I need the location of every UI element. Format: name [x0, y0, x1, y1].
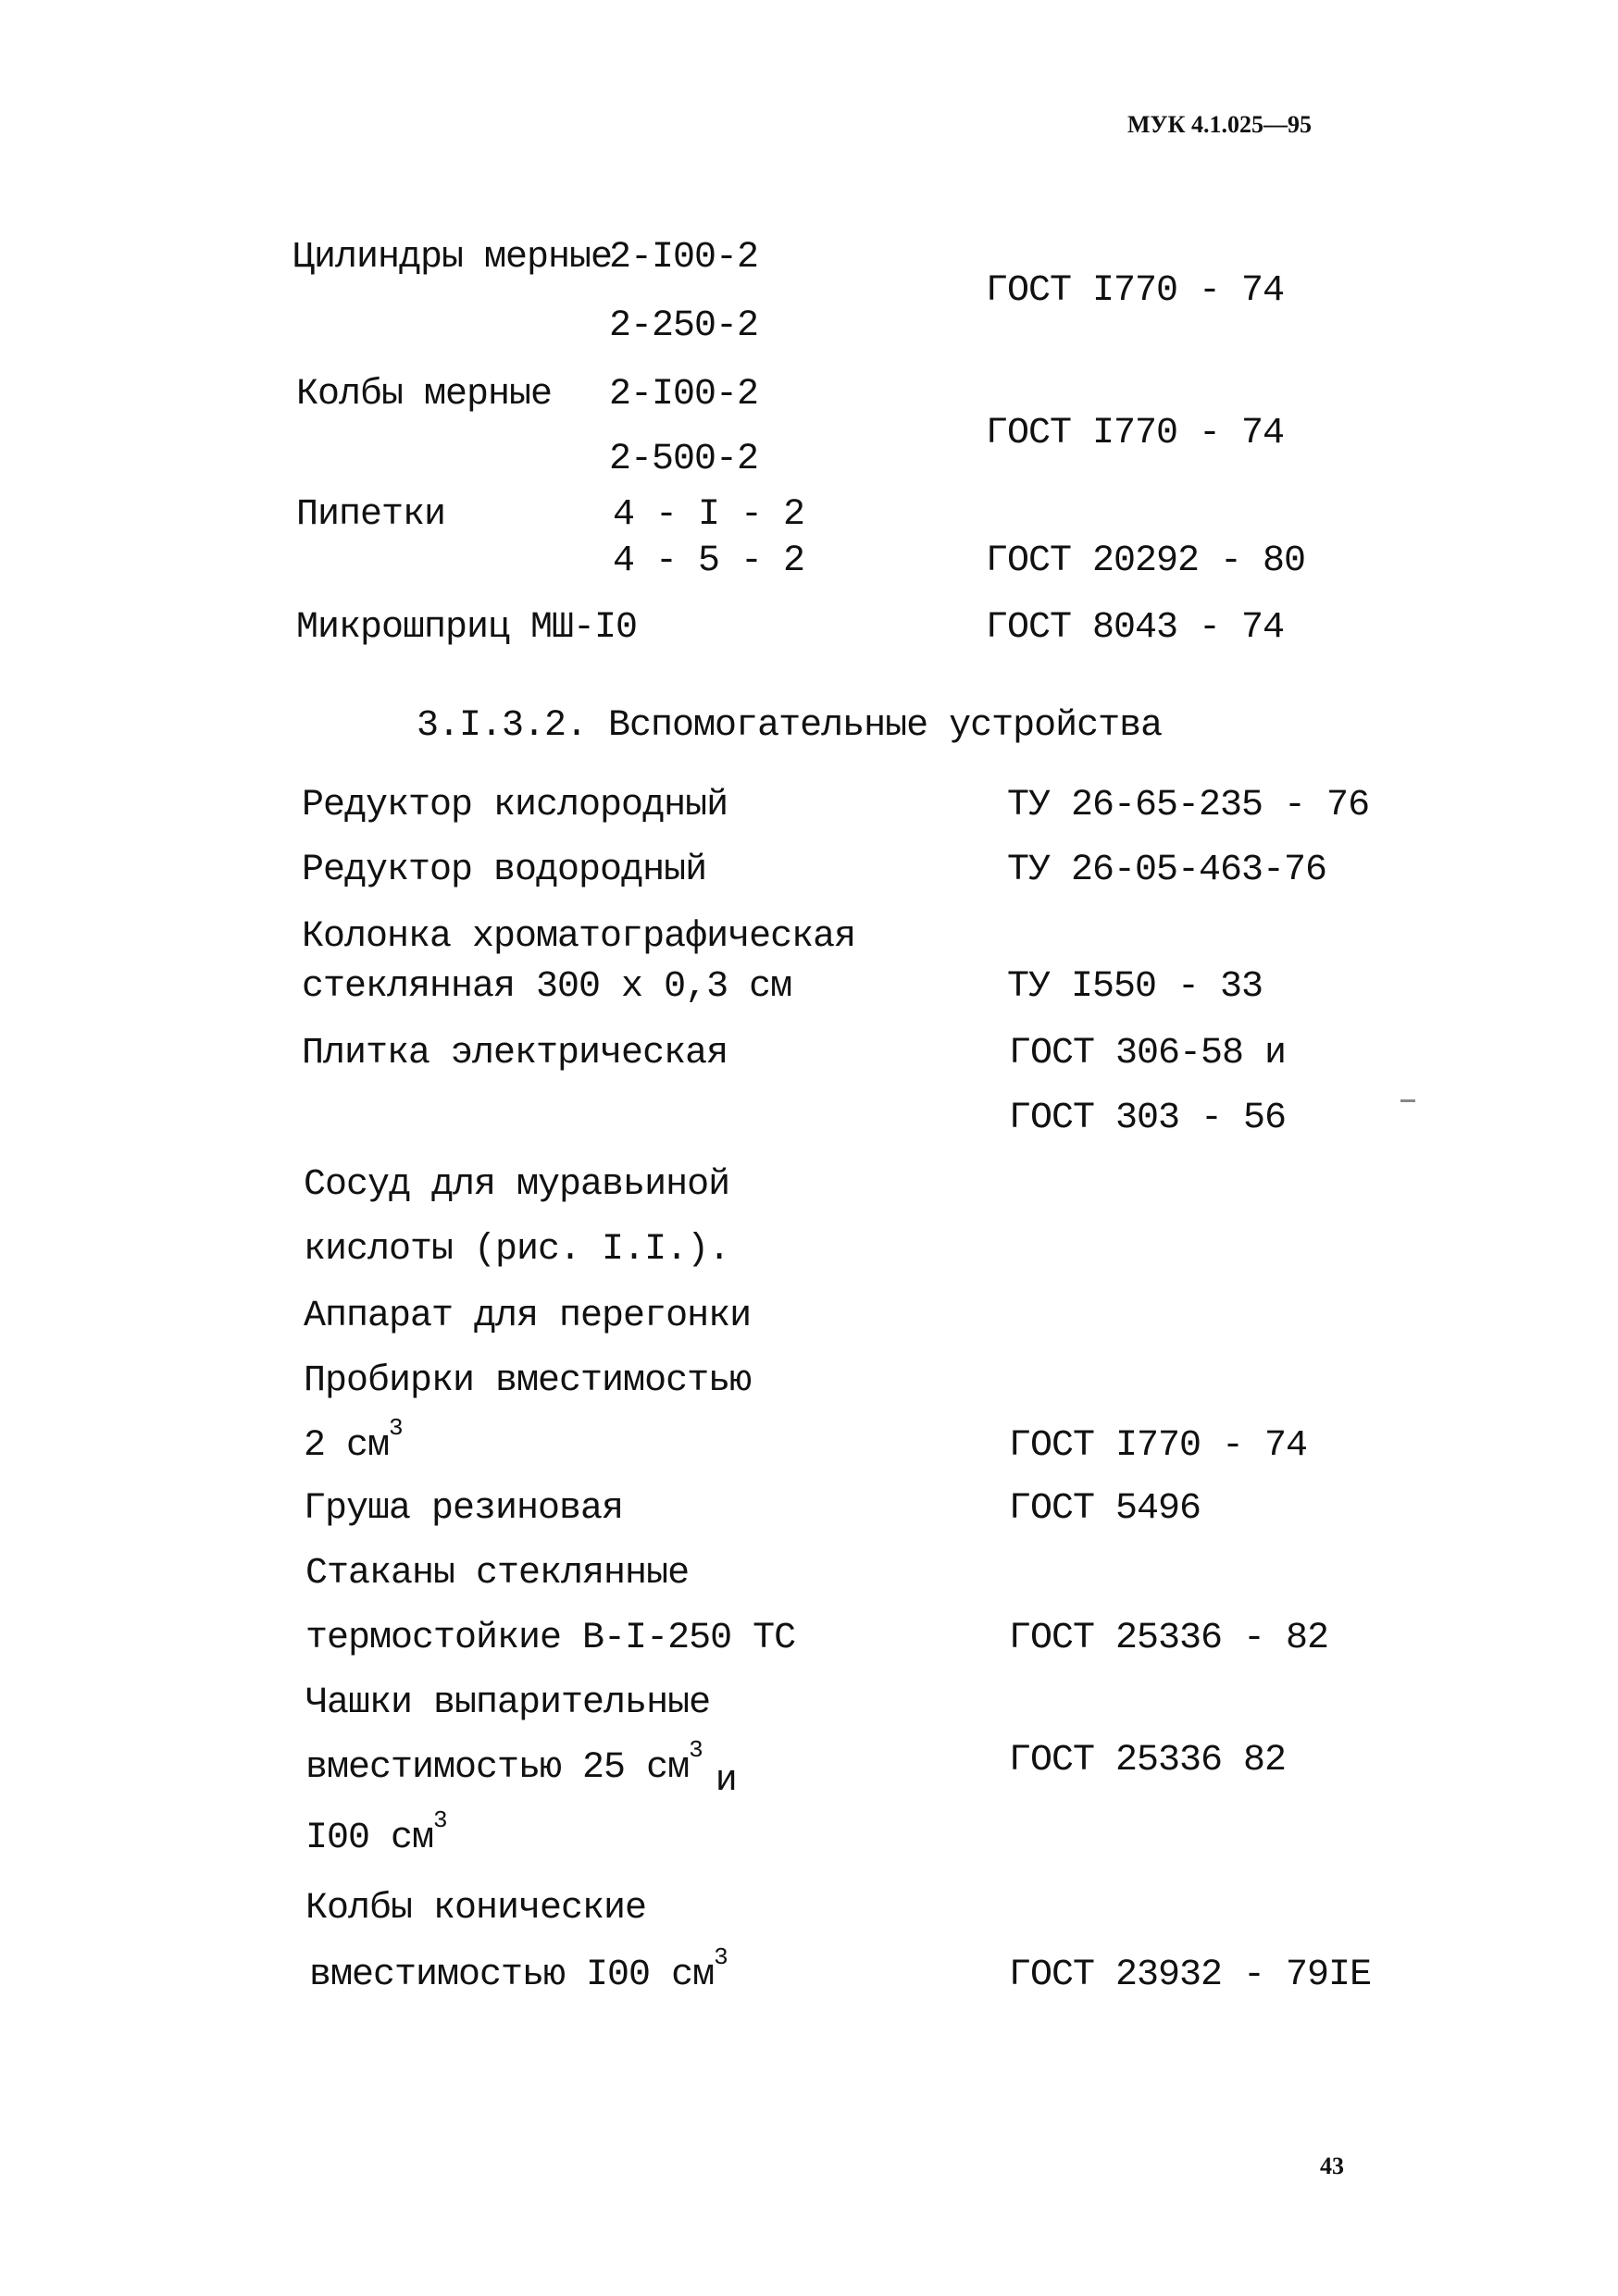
device-standard: ГОСТ 25336 82 [1009, 1740, 1287, 1781]
item-standard: ГОСТ I770 - 74 [986, 270, 1285, 312]
page-number: 43 [1320, 2153, 1344, 2179]
item-name: Цилиндры мерные [292, 237, 613, 279]
device-name: Стаканы стеклянные [305, 1553, 690, 1595]
device-name: I00 $см^3$ [305, 1806, 447, 1859]
device-standard: ГОСТ 306-58 и [1009, 1033, 1287, 1074]
superscript: 3 [433, 1806, 447, 1834]
device-name: Сосуд для муравьиной [304, 1164, 730, 1206]
superscript: 3 [389, 1414, 403, 1442]
device-name: вместимостью 25 $см^3и$ [305, 1736, 737, 1802]
document-code: МУК 4.1.025—95 [1127, 111, 1312, 138]
item-code: 2-I00-2 [609, 237, 759, 279]
item-code: 2-500-2 [609, 439, 759, 480]
device-standard: ГОСТ 303 - 56 [1009, 1098, 1287, 1139]
item-standard: ГОСТ 20292 - 80 [986, 540, 1306, 582]
device-name: 2 $см^3$ [304, 1414, 403, 1467]
device-standard: ГОСТ 23932 - 79IE [1009, 1955, 1372, 1996]
device-standard: ТУ 26-05-463-76 [1007, 850, 1327, 891]
item-standard: ГОСТ 8043 - 74 [986, 607, 1285, 649]
item-standard: ГОСТ I770 - 74 [986, 413, 1285, 454]
device-standard: ТУ I550 - 33 [1007, 966, 1263, 1008]
item-name: Микрошприц МШ-I0 [296, 607, 638, 649]
device-name: Груша резиновая [304, 1488, 624, 1530]
item-code: 2-I00-2 [609, 374, 759, 416]
device-name: Чашки выпарительные [305, 1682, 711, 1724]
device-name: Плитка электрическая [302, 1033, 728, 1074]
superscript: 3 [714, 1943, 728, 1971]
section-heading: 3.I.3.2. Вспомогательные устройства [417, 705, 1163, 747]
device-standard: ТУ 26-65-235 - 76 [1007, 785, 1370, 826]
item-code: 4 - I - 2 [613, 494, 805, 536]
item-name: Колбы мерные [296, 374, 553, 416]
device-name: Колбы конические [305, 1888, 647, 1930]
superscript: 3 [689, 1736, 703, 1764]
item-code: 4 - 5 - 2 [613, 540, 805, 582]
device-name: стеклянная 300 х 0,3 см [302, 966, 792, 1008]
device-name: Аппарат для перегонки [304, 1296, 752, 1337]
device-name: Редуктор кислородный [302, 785, 728, 826]
device-name: Пробирки вместимостью [304, 1360, 752, 1402]
item-name: Пипетки [296, 494, 446, 536]
device-standard: ГОСТ 25336 - 82 [1009, 1618, 1329, 1659]
device-name: термостойкие В-I-250 ТС [305, 1618, 796, 1659]
item-code: 2-250-2 [609, 305, 759, 347]
device-standard: ГОСТ 5496 [1009, 1488, 1201, 1530]
device-name: кислоты (рис. I.I.). [304, 1229, 730, 1271]
device-name: вместимостью I00 $см^3$ [309, 1943, 728, 1996]
device-name: Колонка хроматографическая [302, 916, 856, 958]
device-standard: ГОСТ I770 - 74 [1009, 1425, 1308, 1467]
scan-mark [1400, 1099, 1415, 1102]
device-name: Редуктор водородный [302, 850, 707, 891]
